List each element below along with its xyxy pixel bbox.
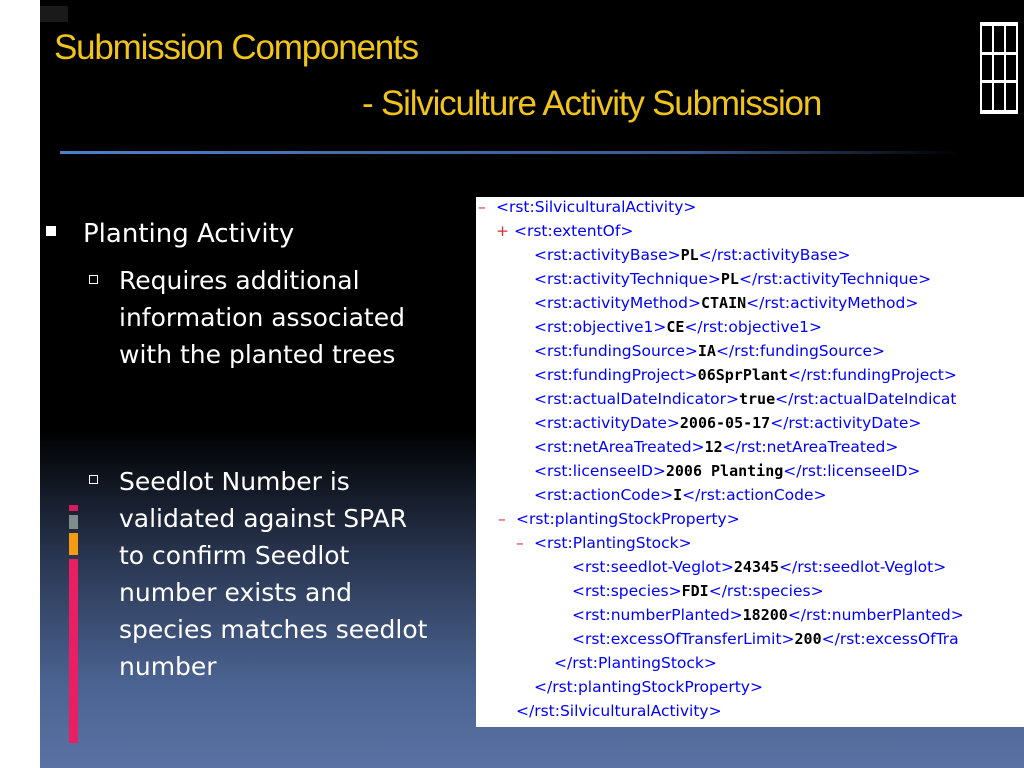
xml-close-tag: </rst:fundingProject> (787, 366, 957, 384)
xml-open-tag: <rst:licenseeID> (534, 462, 666, 480)
xml-open-tag: <rst:species> (572, 582, 682, 600)
xml-line (516, 531, 692, 555)
title-divider (60, 151, 960, 154)
sub-bullet-icon (89, 275, 98, 284)
xml-close-tag: </rst:licenseeID> (783, 462, 921, 480)
xml-close-tag: </rst:activityBase> (698, 246, 851, 264)
xml-value: CE (666, 318, 685, 336)
xml-line (516, 411, 921, 435)
accent-bar (69, 505, 78, 511)
xml-open-tag: <rst:PlantingStock> (534, 534, 692, 552)
xml-value: 200 (794, 630, 822, 648)
xml-open-tag: </rst:SilviculturalActivity> (516, 702, 722, 720)
xml-value: 24345 (733, 558, 780, 576)
xml-close-tag: </rst:activityDate> (770, 414, 922, 432)
xml-line (516, 387, 957, 411)
left-margin-strip (0, 0, 40, 768)
expand-icon[interactable]: + (496, 222, 509, 240)
xml-viewer (476, 197, 1024, 727)
collapse-icon[interactable]: – (478, 198, 486, 216)
xml-open-tag: <rst:fundingProject> (534, 366, 698, 384)
xml-open-tag: <rst:netAreaTreated> (534, 438, 705, 456)
xml-open-tag: <rst:actionCode> (534, 486, 674, 504)
xml-open-tag: <rst:activityMethod> (534, 294, 701, 312)
xml-close-tag: </rst:actualDateIndicat (775, 390, 957, 408)
xml-close-tag: </rst:seedlot-Veglot> (779, 558, 947, 576)
side-accent-bars (69, 505, 79, 747)
slide (40, 0, 1024, 768)
xml-line (516, 315, 822, 339)
sub-bullet-1: Requires additional information associated with the planted trees (119, 266, 405, 369)
xml-close-tag: </rst:fundingSource> (715, 342, 886, 360)
grid-decoration-icon (980, 22, 1018, 114)
xml-value: 18200 (742, 606, 788, 624)
xml-close-tag: </rst:netAreaTreated> (722, 438, 899, 456)
xml-open-tag: <rst:SilviculturalActivity> (496, 198, 697, 216)
xml-line (516, 483, 827, 507)
xml-line (554, 579, 824, 603)
xml-open-tag: <rst:excessOfTransferLimit> (572, 630, 795, 648)
xml-value: 12 (704, 438, 723, 456)
xml-open-tag: <rst:extentOf> (514, 222, 634, 240)
xml-line (516, 459, 920, 483)
xml-open-tag: </rst:PlantingStock> (554, 654, 717, 672)
xml-line (496, 219, 633, 243)
xml-close-tag: </rst:objective1> (684, 318, 823, 336)
xml-open-tag: <rst:activityDate> (534, 414, 680, 432)
xml-value: CTAIN (701, 294, 747, 312)
xml-line (478, 197, 696, 219)
accent-bar (69, 533, 78, 555)
xml-line (516, 267, 931, 291)
xml-open-tag: <rst:actualDateIndicator> (534, 390, 739, 408)
xml-line (516, 339, 885, 363)
xml-close-tag: </rst:numberPlanted> (787, 606, 964, 624)
xml-value: IA (697, 342, 716, 360)
xml-value: 2006 Planting (665, 462, 784, 480)
xml-value: true (739, 390, 776, 408)
xml-value: PL (720, 270, 739, 288)
corner-decoration (40, 6, 68, 22)
xml-open-tag: </rst:plantingStockProperty> (534, 678, 763, 696)
xml-close-tag: </rst:activityTechnique> (738, 270, 932, 288)
collapse-icon[interactable]: – (516, 534, 524, 552)
sub-bullet-icon (89, 475, 98, 484)
xml-line (554, 555, 946, 579)
xml-line (516, 291, 918, 315)
xml-line (516, 435, 898, 459)
slide-subtitle: - Silviculture Activity Submission (362, 84, 822, 123)
xml-value: I (673, 486, 683, 504)
accent-bar (69, 515, 78, 529)
xml-close-tag: </rst:species> (708, 582, 824, 600)
accent-bar (69, 559, 78, 743)
xml-line (498, 699, 722, 723)
xml-line (516, 243, 851, 267)
collapse-icon[interactable]: – (498, 510, 506, 528)
xml-open-tag: <rst:numberPlanted> (572, 606, 743, 624)
xml-line (554, 603, 964, 627)
xml-value: 2006-05-17 (679, 414, 771, 432)
xml-open-tag: <rst:seedlot-Veglot> (572, 558, 734, 576)
xml-line (516, 675, 763, 699)
xml-open-tag: <rst:objective1> (534, 318, 667, 336)
xml-value: FDI (681, 582, 709, 600)
slide-title: Submission Components (54, 28, 418, 67)
xml-close-tag: </rst:excessOfTra (821, 630, 959, 648)
sub-bullet-2: Seedlot Number is validated against SPAR to confirm Seedlot number exists and species matches seedlot number (119, 467, 428, 681)
xml-value: 06SprPlant (697, 366, 788, 384)
xml-line (536, 651, 717, 675)
xml-close-tag: </rst:actionCode> (682, 486, 827, 504)
xml-open-tag: <rst:activityTechnique> (534, 270, 721, 288)
xml-value: PL (680, 246, 699, 264)
xml-open-tag: <rst:activityBase> (534, 246, 681, 264)
xml-open-tag: <rst:plantingStockProperty> (516, 510, 740, 528)
xml-open-tag: <rst:fundingSource> (534, 342, 698, 360)
xml-line (498, 507, 740, 531)
xml-close-tag: </rst:activityMethod> (746, 294, 919, 312)
bullet-main: Planting Activity (83, 219, 295, 249)
xml-line (516, 363, 957, 387)
xml-line (554, 627, 959, 651)
bullet-square-icon (46, 226, 56, 236)
